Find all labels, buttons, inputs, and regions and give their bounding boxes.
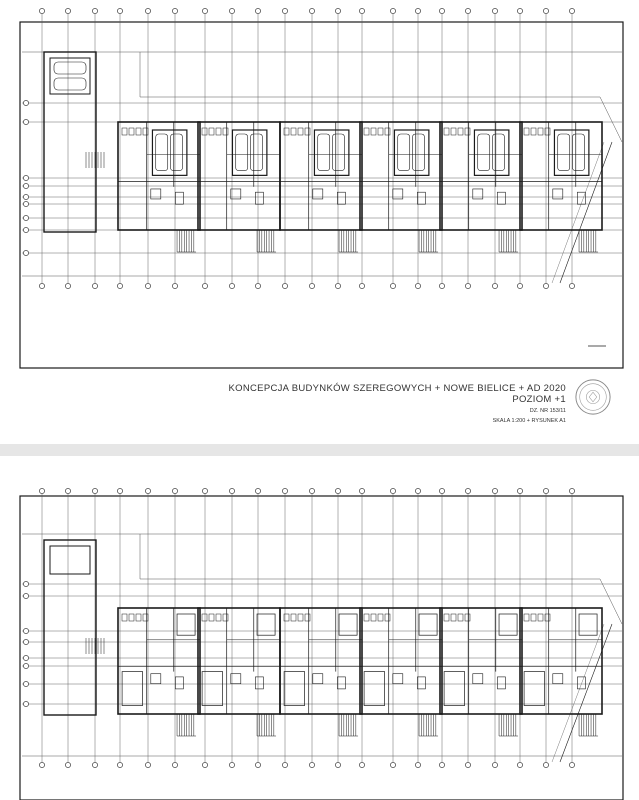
fixture: [444, 128, 449, 135]
car-icon: [54, 62, 86, 74]
fixture: [577, 192, 585, 204]
grid-bubble: [492, 488, 497, 493]
title-block-plot-number: DZ. NR 153/11: [529, 408, 566, 414]
grid-bubble: [117, 488, 122, 493]
grid-bubble: [92, 283, 97, 288]
fixture: [209, 128, 214, 135]
title-block-level: POZIOM +1: [512, 394, 566, 405]
fixture: [524, 128, 529, 135]
grid-bubble: [415, 8, 420, 13]
bedroom: [284, 672, 305, 706]
bedroom: [524, 672, 545, 706]
grid-bubble: [543, 488, 548, 493]
fixture: [465, 128, 470, 135]
grid-bubble: [335, 762, 340, 767]
fixture: [545, 128, 550, 135]
car-icon: [398, 134, 410, 171]
car-icon: [318, 134, 330, 171]
grid-bubble: [569, 762, 574, 767]
fixture: [143, 128, 148, 135]
grid-bubble: [92, 488, 97, 493]
fixture: [473, 674, 483, 684]
fixture: [451, 128, 456, 135]
grid-bubble: [23, 681, 28, 686]
grid-bubble: [492, 762, 497, 767]
grid-bubble: [23, 581, 28, 586]
grid-bubble: [359, 488, 364, 493]
fixture: [385, 614, 390, 621]
floor-plan-level-two: [0, 456, 639, 800]
bathroom: [177, 614, 195, 635]
grid-bubble: [23, 639, 28, 644]
site-diagonal-line: [552, 624, 604, 762]
corner-block: [44, 540, 96, 715]
grid-bubble: [92, 762, 97, 767]
fixture: [371, 614, 376, 621]
grid-bubble: [517, 762, 522, 767]
grid-bubble: [229, 762, 234, 767]
fixture: [538, 128, 543, 135]
bathroom: [257, 614, 275, 635]
corner-garage: [50, 58, 90, 94]
plot-boundary-line: [600, 579, 622, 624]
grid-bubble: [65, 8, 70, 13]
grid-bubble: [39, 488, 44, 493]
fixture: [337, 192, 345, 204]
car-icon: [332, 134, 344, 171]
drawing-sheet-bottom: [0, 456, 639, 800]
grid-bubble: [309, 8, 314, 13]
terraced-house-outline: [198, 122, 280, 230]
grid-bubble: [569, 283, 574, 288]
grid-bubble: [465, 488, 470, 493]
grid-bubble: [335, 8, 340, 13]
car-icon: [236, 134, 248, 171]
fixture: [298, 614, 303, 621]
terraced-house-outline: [520, 608, 602, 714]
grid-bubble: [282, 762, 287, 767]
grid-bubble: [255, 488, 260, 493]
grid-bubble: [229, 8, 234, 13]
fixture: [136, 614, 141, 621]
garage: [232, 130, 266, 175]
fixture: [458, 614, 463, 621]
fixture: [393, 189, 403, 199]
grid-bubble: [255, 762, 260, 767]
garage: [474, 130, 508, 175]
car-icon: [492, 134, 504, 171]
fixture: [378, 128, 383, 135]
fixture: [231, 674, 241, 684]
fixture: [444, 614, 449, 621]
grid-bubble: [23, 215, 28, 220]
fixture: [255, 677, 263, 689]
grid-bubble: [23, 183, 28, 188]
fixture: [417, 677, 425, 689]
fixture: [223, 128, 228, 135]
grid-bubble: [415, 283, 420, 288]
fixture: [175, 192, 183, 204]
fixture: [553, 189, 563, 199]
grid-bubble: [415, 762, 420, 767]
grid-bubble: [335, 488, 340, 493]
sheet-border: [20, 22, 623, 368]
fixture: [313, 189, 323, 199]
grid-bubble: [23, 194, 28, 199]
bathroom: [579, 614, 597, 635]
bedroom: [122, 672, 143, 706]
terraced-house-outline: [280, 122, 362, 230]
grid-bubble: [23, 201, 28, 206]
grid-bubble: [543, 283, 548, 288]
grid-bubble: [517, 488, 522, 493]
grid-bubble: [359, 762, 364, 767]
fixture: [122, 128, 127, 135]
fixture: [385, 128, 390, 135]
terraced-house-outline: [440, 608, 522, 714]
fixture: [531, 128, 536, 135]
car-icon: [572, 134, 584, 171]
corner-block: [44, 52, 96, 232]
fixture: [538, 614, 543, 621]
garage: [314, 130, 348, 175]
car-icon: [558, 134, 570, 171]
fixture: [497, 677, 505, 689]
fixture: [216, 128, 221, 135]
car-icon: [54, 78, 86, 90]
bathroom: [419, 614, 437, 635]
grid-bubble: [23, 655, 28, 660]
corner-garage: [50, 546, 90, 574]
grid-bubble: [359, 283, 364, 288]
fixture: [202, 128, 207, 135]
fixture: [497, 192, 505, 204]
grid-bubble: [359, 8, 364, 13]
grid-bubble: [202, 762, 207, 767]
fixture: [284, 614, 289, 621]
grid-bubble: [255, 283, 260, 288]
grid-bubble: [390, 762, 395, 767]
fixture: [473, 189, 483, 199]
fixture: [151, 189, 161, 199]
terraced-house-outline: [280, 608, 362, 714]
grid-bubble: [439, 8, 444, 13]
grid-bubble: [117, 762, 122, 767]
car-icon: [170, 134, 182, 171]
grid-bubble: [390, 488, 395, 493]
fixture: [255, 192, 263, 204]
grid-bubble: [465, 283, 470, 288]
grid-bubble: [39, 762, 44, 767]
grid-bubble: [282, 488, 287, 493]
terraced-house-outline: [360, 608, 442, 714]
fixture: [136, 128, 141, 135]
fixture: [291, 128, 296, 135]
bedroom: [444, 672, 465, 706]
grid-bubble: [23, 593, 28, 598]
fixture: [231, 189, 241, 199]
grid-bubble: [202, 488, 207, 493]
grid-bubble: [145, 8, 150, 13]
fixture: [524, 614, 529, 621]
fixture: [284, 128, 289, 135]
fixture: [216, 614, 221, 621]
grid-bubble: [229, 488, 234, 493]
fixture: [129, 614, 134, 621]
fixture: [371, 128, 376, 135]
car-icon: [412, 134, 424, 171]
grid-bubble: [65, 488, 70, 493]
grid-bubble: [569, 488, 574, 493]
grid-bubble: [39, 283, 44, 288]
fixture: [465, 614, 470, 621]
terraced-house-outline: [118, 122, 200, 230]
grid-bubble: [492, 8, 497, 13]
grid-bubble: [569, 8, 574, 13]
fixture: [313, 674, 323, 684]
bedroom: [364, 672, 385, 706]
grid-bubble: [439, 488, 444, 493]
fixture: [223, 614, 228, 621]
grid-bubble: [543, 8, 548, 13]
terraced-house-outline: [118, 608, 200, 714]
fixture: [175, 677, 183, 689]
fixture: [545, 614, 550, 621]
fixture: [202, 614, 207, 621]
grid-bubble: [415, 488, 420, 493]
grid-bubble: [23, 175, 28, 180]
grid-bubble: [23, 663, 28, 668]
grid-bubble: [65, 283, 70, 288]
grid-bubble: [23, 227, 28, 232]
fixture: [305, 614, 310, 621]
fixture: [364, 128, 369, 135]
grid-bubble: [202, 8, 207, 13]
fixture: [577, 677, 585, 689]
fixture: [151, 674, 161, 684]
grid-bubble: [390, 283, 395, 288]
grid-bubble: [309, 283, 314, 288]
fixture: [305, 128, 310, 135]
fixture: [209, 614, 214, 621]
fixture: [458, 128, 463, 135]
fixture: [417, 192, 425, 204]
fixture: [298, 128, 303, 135]
fixture: [143, 614, 148, 621]
fixture: [378, 614, 383, 621]
grid-bubble: [65, 762, 70, 767]
terraced-house-outline: [360, 122, 442, 230]
car-icon: [156, 134, 168, 171]
grid-bubble: [229, 283, 234, 288]
grid-bubble: [145, 283, 150, 288]
fixture: [553, 674, 563, 684]
garage: [554, 130, 588, 175]
plot-boundary-line: [600, 97, 622, 142]
grid-bubble: [145, 762, 150, 767]
grid-bubble: [39, 8, 44, 13]
grid-bubble: [309, 762, 314, 767]
sheet-border: [20, 496, 623, 800]
grid-bubble: [202, 283, 207, 288]
grid-bubble: [492, 283, 497, 288]
grid-bubble: [117, 283, 122, 288]
terraced-house-outline: [440, 122, 522, 230]
fixture: [393, 674, 403, 684]
fixture: [337, 677, 345, 689]
title-block-scale: SKALA 1:200 + RYSUNEK A1: [492, 418, 566, 424]
grid-bubble: [390, 8, 395, 13]
fixture: [291, 614, 296, 621]
fixture: [122, 614, 127, 621]
grid-bubble: [517, 8, 522, 13]
terraced-house-outline: [520, 122, 602, 230]
grid-bubble: [23, 100, 28, 105]
fixture: [129, 128, 134, 135]
site-diagonal-line: [560, 624, 612, 762]
grid-bubble: [23, 119, 28, 124]
grid-bubble: [23, 701, 28, 706]
grid-bubble: [517, 283, 522, 288]
grid-bubble: [23, 628, 28, 633]
site-diagonal-line: [560, 142, 612, 283]
grid-bubble: [92, 8, 97, 13]
grid-bubble: [117, 8, 122, 13]
grid-bubble: [309, 488, 314, 493]
car-icon: [250, 134, 262, 171]
grid-bubble: [172, 762, 177, 767]
grid-bubble: [543, 762, 548, 767]
grid-bubble: [172, 283, 177, 288]
grid-bubble: [465, 8, 470, 13]
title-block-title: KONCEPCJA BUDYNKÓW SZEREGOWYCH + NOWE BIELICE + AD 2020: [228, 383, 566, 394]
terraced-house-outline: [198, 608, 280, 714]
grid-bubble: [439, 283, 444, 288]
bathroom: [339, 614, 357, 635]
fixture: [531, 614, 536, 621]
garage: [394, 130, 428, 175]
grid-bubble: [282, 283, 287, 288]
grid-bubble: [465, 762, 470, 767]
fixture: [364, 614, 369, 621]
garage: [152, 130, 186, 175]
fixture: [451, 614, 456, 621]
grid-bubble: [282, 8, 287, 13]
grid-bubble: [172, 488, 177, 493]
grid-bubble: [255, 8, 260, 13]
grid-bubble: [145, 488, 150, 493]
architect-seal-icon: [574, 378, 612, 416]
site-diagonal-line: [552, 142, 604, 283]
grid-bubble: [335, 283, 340, 288]
grid-bubble: [23, 250, 28, 255]
car-icon: [478, 134, 490, 171]
grid-bubble: [172, 8, 177, 13]
grid-bubble: [439, 762, 444, 767]
bathroom: [499, 614, 517, 635]
